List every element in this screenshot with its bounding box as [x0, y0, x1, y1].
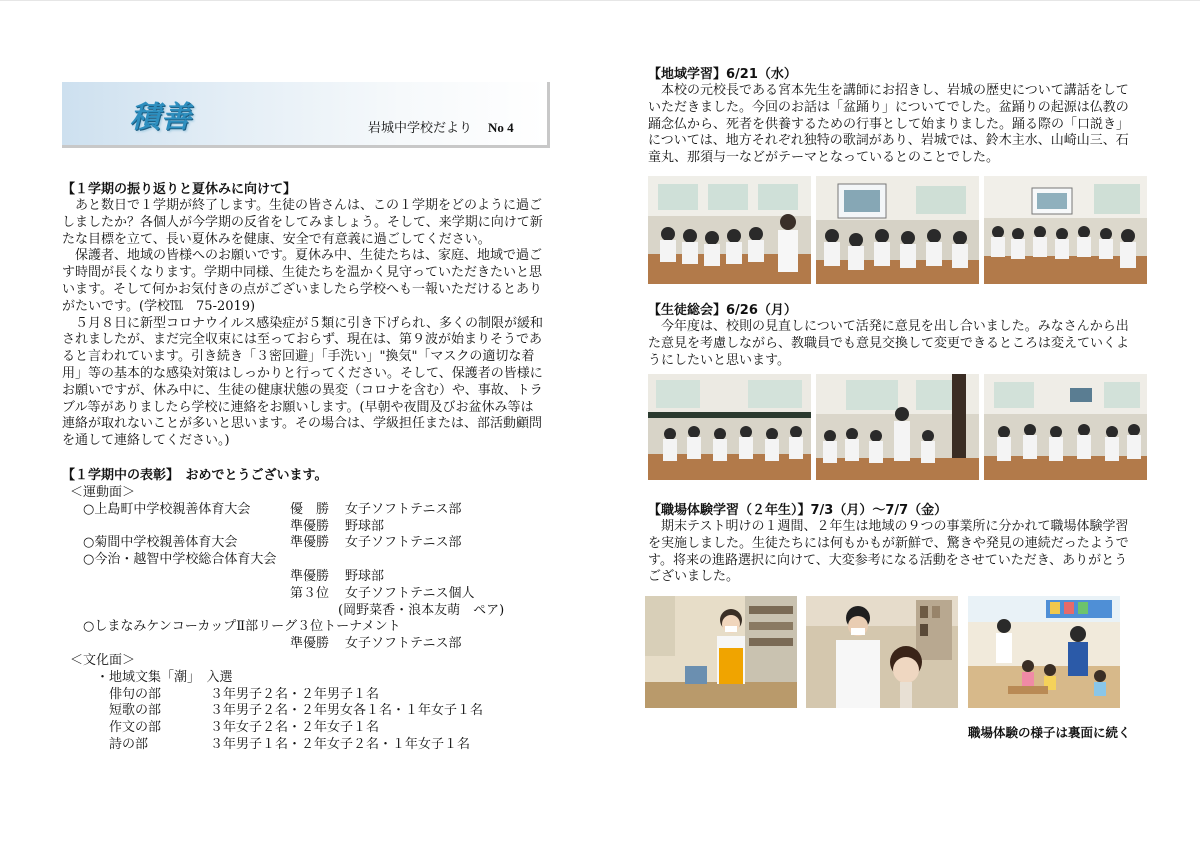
text-line: いただきました。今回のお話は「盆踊り」についてでした。盆踊りの起源は仏教の [648, 99, 1129, 115]
award-event: 作文の部 [70, 720, 162, 736]
award-row [70, 502, 540, 519]
awards-list [70, 485, 540, 754]
section-heading-workplace-experience: 【職場体験学習（２年生）】7/3（月）～7/7（金） [648, 503, 948, 518]
award-rank: 第３位 [290, 585, 330, 601]
award-event: ○上島町中学校親善体育大会 [70, 501, 251, 517]
award-row [70, 720, 540, 737]
award-event: ○今治・越智中学校総合体育大会 [70, 552, 277, 568]
award-row [70, 552, 540, 569]
section-heading-term-review: 【１学期の振り返りと夏休みに向けて】 [62, 182, 297, 197]
award-rank: 準優勝 [290, 636, 330, 652]
award-rank: 準優勝 [290, 568, 330, 584]
award-event: ・地域文集「潮」 入選 [70, 669, 233, 685]
award-rank: 準優勝 [290, 535, 330, 551]
award-rank: ３年男子２名・２年男子１名 [210, 686, 380, 702]
award-row [70, 569, 540, 586]
assembly-photo-1 [648, 374, 811, 480]
award-row [70, 619, 540, 636]
local-study-paragraph [648, 83, 1129, 167]
term-review-paragraphs [62, 198, 543, 450]
text-line: 今年度は、校則の見直しについて活発に意見を出し合いました。みなさんから出 [648, 319, 1129, 334]
award-row [70, 535, 540, 552]
section-heading-local-study: 【地域学習】6/21（水） [648, 67, 797, 82]
text-line: ５月８日に新型コロナウイルス感染症が５類に引き下げられ、多くの制限が緩和 [62, 315, 544, 331]
section-heading-awards: 【１学期中の表彰】 おめでとうございます。 [62, 468, 328, 483]
award-row [70, 737, 540, 754]
text-line: 本校の元校長である宮本先生を講師にお招きし、岩城の歴史について講話をして [648, 83, 1129, 98]
text-line: 連絡が取れないことが多いと思います。その場合は、学級担任または、部活動顧問 [62, 416, 542, 432]
award-team: (岡野菜香・浪本友萌 ペア) [338, 602, 505, 618]
student-assembly-paragraph [648, 319, 1129, 369]
masthead-title: 積善 [130, 100, 192, 135]
lecture-photo-2 [816, 176, 979, 284]
award-event: ○菊間中学校親善体育大会 [70, 535, 238, 551]
workplace-experience-paragraph [648, 519, 1129, 586]
text-line: については、地方それぞれ独特の歌詞があり、岩城では、鈴木主水、山崎山三、石 [648, 133, 1129, 149]
text-line: あと数日で１学期が終了します。生徒の皆さんは、この１学期をどのように過ご [62, 198, 542, 213]
assembly-photo-2 [816, 374, 979, 480]
award-row [70, 636, 540, 653]
issue-number: No 4 [488, 120, 514, 135]
award-team: 女子ソフトテニス部 [345, 535, 462, 551]
text-line: 踊念仏から、死者を供養するための行事として始まりました。踊る際の「口説き」 [648, 116, 1130, 132]
award-event: 詩の部 [70, 736, 149, 752]
workplace-nursery-photo [968, 596, 1120, 708]
lecture-photo-1 [648, 176, 811, 284]
award-rank: 優 勝 [290, 501, 330, 517]
text-line: す。将来の進路選択に向けて、大変参考になる活動をさせていただき、ありがとう [648, 552, 1128, 568]
award-row [70, 687, 540, 704]
award-row [70, 703, 540, 720]
issue-label [368, 117, 514, 136]
award-rank: ３年女子２名・２年女子１名 [210, 720, 380, 736]
text-line: うにしたいと思います。 [648, 352, 790, 368]
award-row [70, 653, 540, 670]
text-line: た意見を考慮しながら、教職員でも意見交換して変更できるところは変えていくよ [648, 335, 1130, 351]
award-event: ○しまなみケンコーカップⅡ部リーグ３位トーナメント [70, 619, 401, 635]
assembly-photo-3 [984, 374, 1147, 480]
award-event: ＜運動面＞ [70, 485, 136, 500]
text-line: を実施しました。生徒たちには何もかもが新鮮で、驚きや発見の連続だったようで [648, 535, 1129, 551]
award-row [70, 485, 540, 502]
text-line: お願いですが、休み中に、生徒の健康状態の異変（コロナを含む）や、事故、トラ [62, 382, 543, 398]
text-line: 用」等の基本的な感染対策はしっかりと行ってください。そして、保護者の皆様に [62, 365, 543, 381]
award-team: 女子ソフトテニス部 [345, 636, 462, 652]
award-team: 野球部 [345, 518, 385, 534]
award-rank: 準優勝 [290, 518, 330, 534]
text-line: ると言われています。引き続き「３密回避」「手洗い」"換気"「マスクの適切な着 [62, 349, 535, 365]
award-event: ＜文化面＞ [70, 652, 136, 668]
lecture-photo-3 [984, 176, 1147, 284]
section-heading-student-assembly: 【生徒総会】6/26（月） [648, 303, 797, 318]
award-row [70, 519, 540, 536]
text-line: たな目標を立て、長い夏休みを健康、安全で有意義に過ごしてください。 [62, 231, 491, 247]
school-newsletter-name: 岩城中学校だより [368, 121, 473, 136]
text-line: がたいです。(学校℡ 75-2019) [62, 298, 256, 314]
text-line: されましたが、まだ完全収束には至っておらず、現在は、第９波が始まりそうであ [62, 332, 542, 348]
text-line: す時間が長くなります。学期中同様、生徒たちを温かく見守っていただきたいと思 [62, 265, 542, 281]
text-line: ございました。 [648, 569, 740, 585]
text-line: ブル等がありましたら学校に連絡をお願いします。(早朝や夜間及びお盆休み等は [62, 399, 534, 415]
text-line: 保護者、地域の皆様へのお願いです。夏休み中、生徒たちは、家庭、地域で過ご [62, 248, 542, 264]
award-team: 女子ソフトテニス部 [345, 501, 462, 517]
award-rank: ３年男子１名・２年女子２名・１年女子１名 [210, 736, 471, 752]
award-rank: ３年男子２名・２年男女各１名・１年女子１名 [210, 703, 484, 719]
award-row [70, 603, 540, 620]
text-line: います。そして何かお気付きの点がございましたら学校へも一報いただけるとあり [62, 281, 542, 297]
workplace-hairdresser-photo [806, 596, 958, 708]
award-row [70, 670, 540, 687]
award-team: 女子ソフトテニス個人 [345, 585, 475, 601]
award-team: 野球部 [345, 568, 385, 584]
text-line: しましたか？各個人が今学期の反省をしてみましょう。そして、来学期に向けて新 [62, 214, 543, 230]
text-line: 期末テスト明けの１週間、２年生は地域の９つの事業所に分かれて職場体験学習 [648, 519, 1129, 534]
continued-note: 職場体験の様子は裏面に続く [968, 725, 1131, 740]
award-row [70, 586, 540, 603]
workplace-shop-photo [645, 596, 797, 708]
award-event: 俳句の部 [70, 686, 162, 702]
text-line: を通して連絡してください。) [62, 433, 230, 449]
text-line: 童丸、那須与一などがテーマとなっているとのことでした。 [648, 150, 1000, 166]
award-event: 短歌の部 [70, 703, 162, 719]
